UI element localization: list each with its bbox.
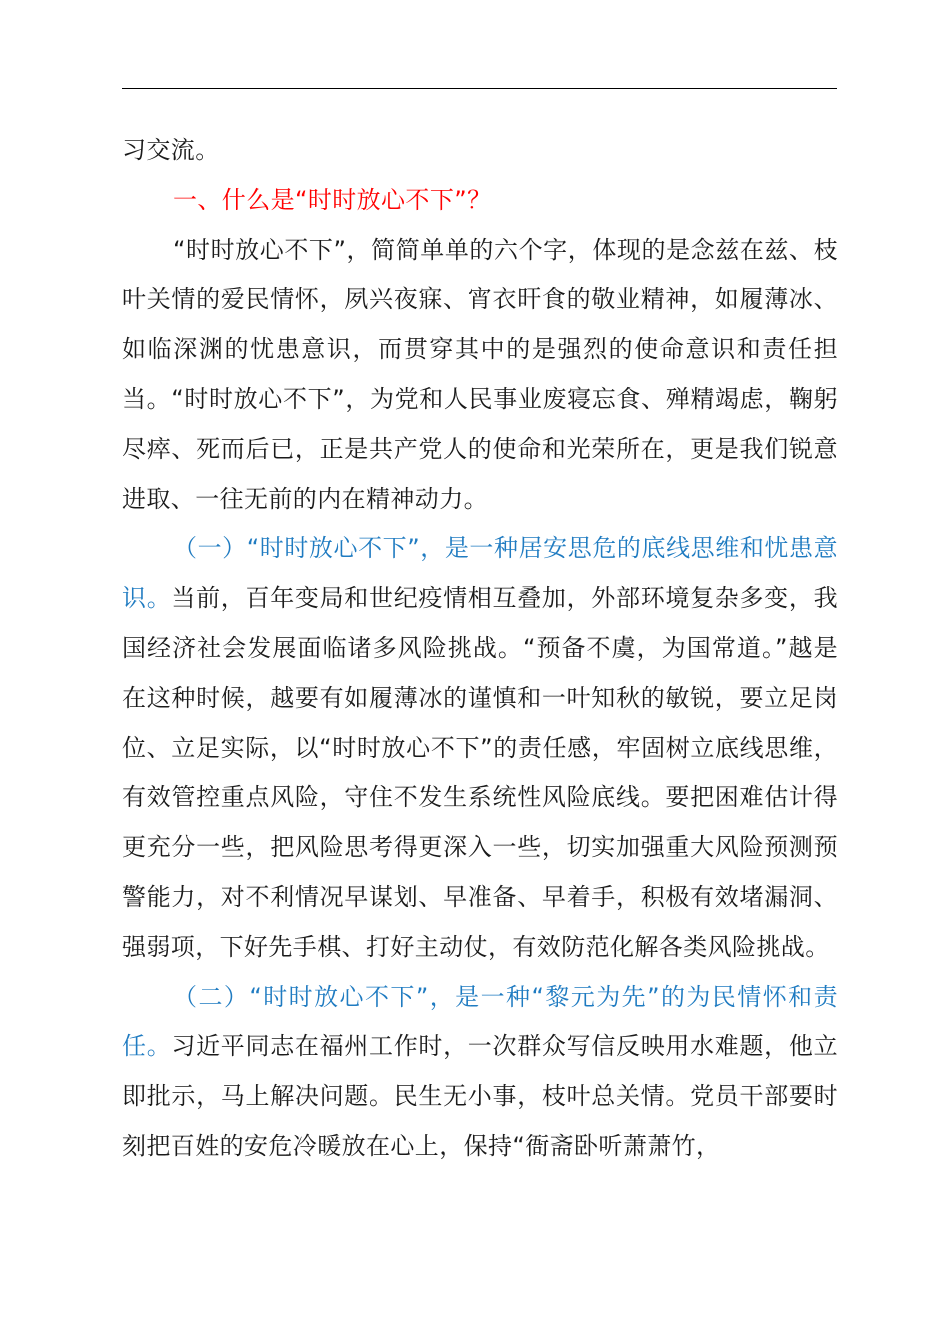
subsection-two-heading: （二）“时时放心不下”，是一种“黎元为先”的为民情怀和责任。 [122, 982, 838, 1061]
intro-tail-paragraph: 习交流。 [122, 136, 220, 164]
header-rule [122, 88, 837, 89]
subsection-one-heading: （一）“时时放心不下”，是一种居安思危的底线思维和忧患意识。 [122, 534, 838, 613]
subsection-two-body: 习近平同志在福州工作时，一次群众写信反映用水难题，他立即批示，马上解决问题。民生无小事，枝叶总关情。党员干部要时刻把百姓的安危冷暖放在心上，保持“衙斋卧听萧萧竹， [122, 1032, 838, 1160]
subsection-one-paragraph [122, 524, 838, 972]
subsection-two-paragraph [122, 973, 838, 1172]
document-body [122, 126, 838, 1172]
section-one-heading: 一、什么是“时时放心不下”？ [173, 185, 492, 214]
subsection-one-body: 当前，百年变局和世纪疫情相互叠加，外部环境复杂多变，我国经济社会发展面临诸多风险挑战。“预备不虞，为国常道。”越是在这种时候，越要有如履薄冰的谨慎和一叶知秋的敏锐，要立足岗位、立足实际，以“时时放心不下”的责任感，牢固树立底线思维，有效管控重点风险，守住不发生系统性风险底线。要把困难估计得更充分一些，把风险思考得更深入一些，切实加强重大风险预测预警能力，对不利情况早谋划、早准备、早着手，积极有效堵漏洞、强弱项，下好先手棋、打好主动仗，有效防范化解各类风险挑战。 [122, 584, 838, 961]
section-one-paragraph: “时时放心不下”，简简单单的六个字，体现的是念兹在兹、枝叶关情的爱民情怀，夙兴夜寐、宵衣旰食的敬业精神，如履薄冰、如临深渊的忧患意识，而贯穿其中的是强烈的使命意识和责任担当。“时时放心不下”，为党和人民事业废寝忘食、殚精竭虑，鞠躬尽瘁、死而后已，正是共产党人的使命和光荣所在，更是我们锐意进取、一往无前的内在精神动力。 [122, 235, 838, 513]
